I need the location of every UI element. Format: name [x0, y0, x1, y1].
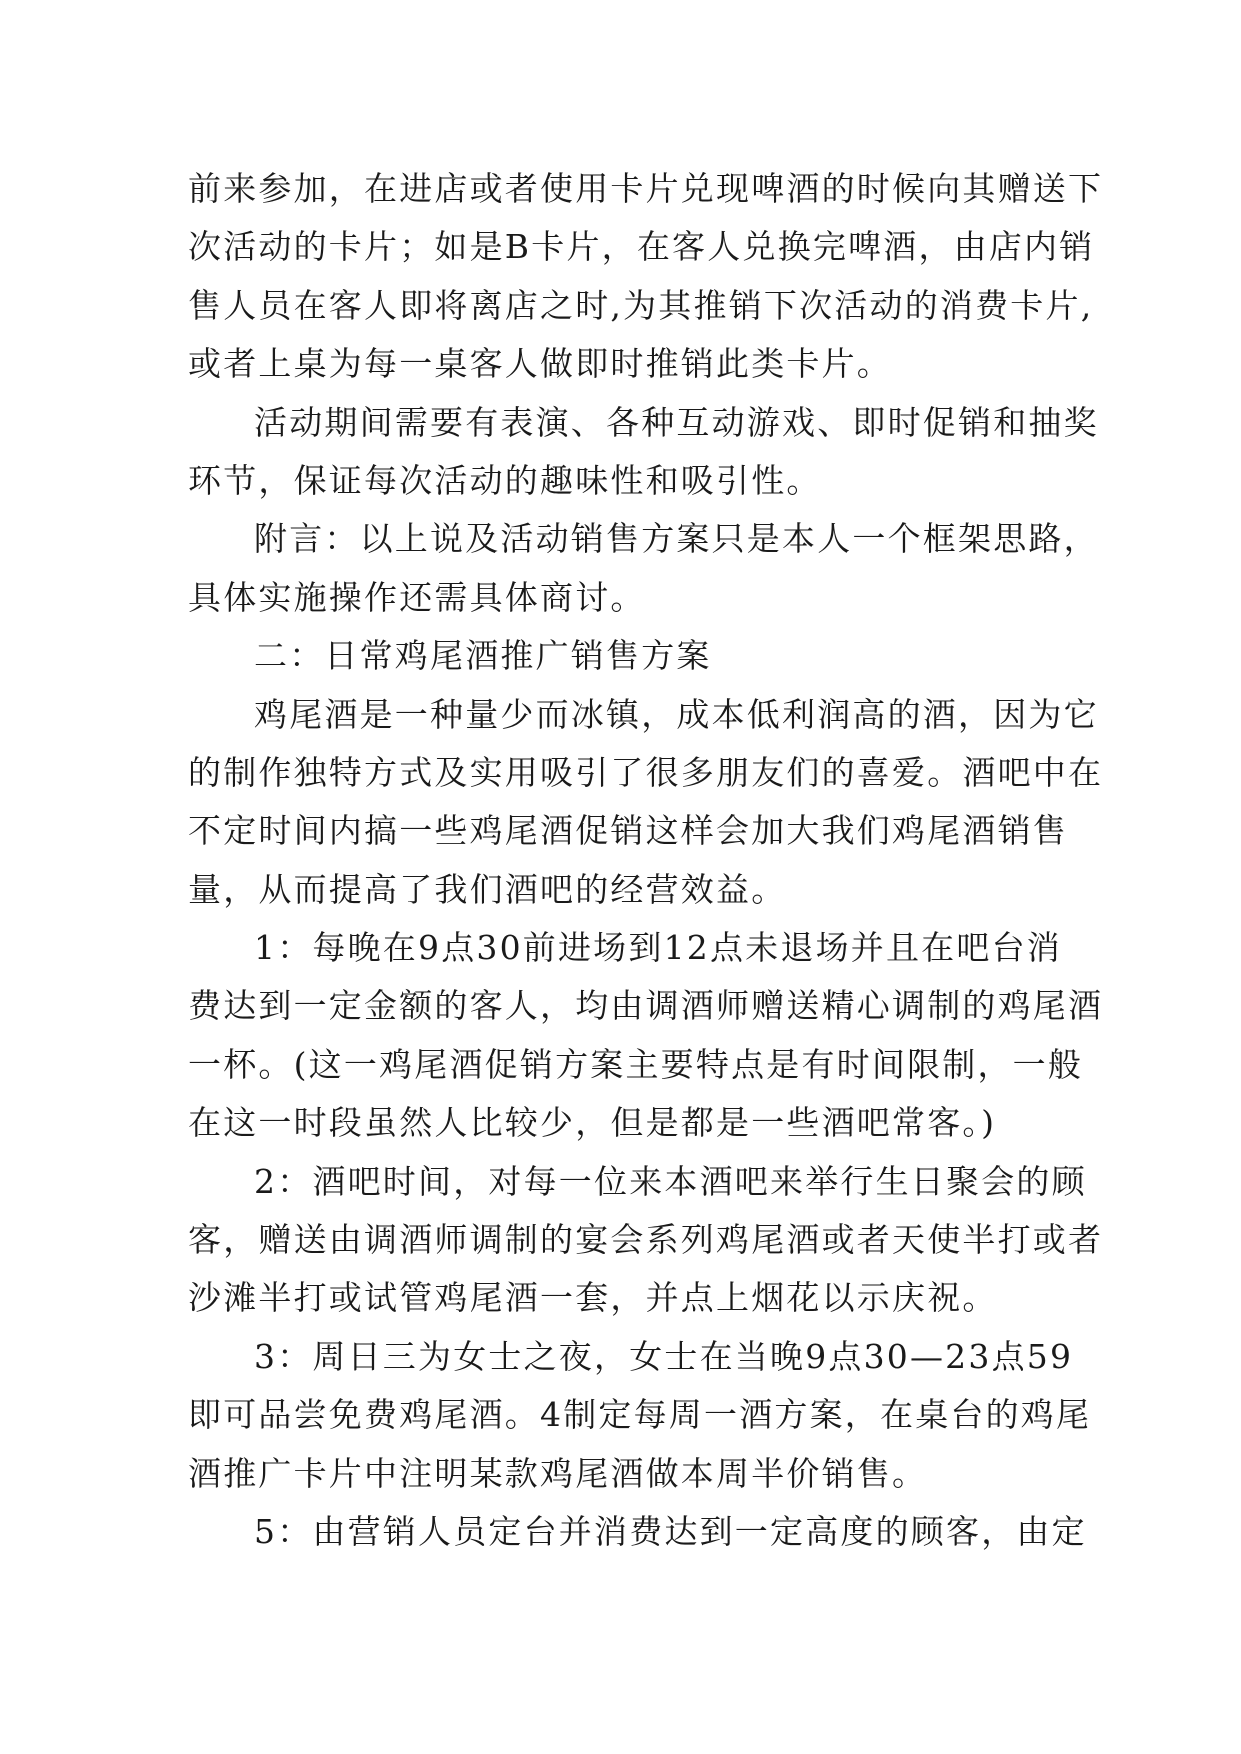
- text-line: 二：日常鸡尾酒推广销售方案: [254, 636, 712, 676]
- text-line: 的制作独特方式及实用吸引了很多朋友们的喜爱。酒吧中在: [188, 752, 1104, 792]
- text-line: 量，从而提高了我们酒吧的经营效益。: [188, 869, 787, 909]
- text-line: 或者上桌为每一桌客人做即时推销此类卡片。: [188, 344, 892, 384]
- text-line: 鸡尾酒是一种量少而冰镇，成本低利润高的酒，因为它: [254, 694, 1099, 734]
- text-line: 5：由营销人员定台并消费达到一定高度的顾客，由定: [254, 1511, 1087, 1551]
- text-line: 2：酒吧时间，对每一位来本酒吧来举行生日聚会的顾: [254, 1161, 1087, 1201]
- text-line: 具体实施操作还需具体商讨。: [188, 577, 646, 617]
- text-line: 客，赠送由调酒师调制的宴会系列鸡尾酒或者天使半打或者: [188, 1220, 1104, 1260]
- text-line: 在这一时段虽然人比较少，但是都是一些酒吧常客。): [188, 1103, 997, 1143]
- text-line: 一杯。(这一鸡尾酒促销方案主要特点是有时间限制，一般: [188, 1044, 1084, 1084]
- text-line: 费达到一定金额的客人，均由调酒师赠送精心调制的鸡尾酒: [188, 986, 1104, 1026]
- text-line: 前来参加，在进店或者使用卡片兑现啤酒的时候向其赠送下: [188, 169, 1104, 208]
- text-line: 1：每晚在9点30前进场到12点未退场并且在吧台消: [254, 928, 1062, 968]
- body-text: [188, 160, 1104, 1561]
- text-line: 附言：以上说及活动销售方案只是本人一个框架思路，: [254, 519, 1099, 559]
- text-line: 环节，保证每次活动的趣味性和吸引性。: [188, 460, 822, 500]
- text-line: 活动期间需要有表演、各种互动游戏、即时促销和抽奖: [254, 402, 1099, 442]
- text-line: 售人员在客人即将离店之时,为其推销下次活动的消费卡片,: [188, 285, 1094, 325]
- text-line: 酒推广卡片中注明某款鸡尾酒做本周半价销售。: [188, 1453, 928, 1493]
- text-line: 即可品尝免费鸡尾酒。4制定每周一酒方案，在桌台的鸡尾: [188, 1395, 1092, 1435]
- text-line: 次活动的卡片；如是B卡片，在客人兑换完啤酒，由店内销: [188, 227, 1095, 267]
- text-line: 沙滩半打或试管鸡尾酒一套，并点上烟花以示庆祝。: [188, 1278, 998, 1318]
- text-line: 3：周日三为女士之夜，女士在当晚9点30—23点59: [254, 1336, 1074, 1376]
- text-line: 不定时间内搞一些鸡尾酒促销这样会加大我们鸡尾酒销售: [188, 811, 1068, 851]
